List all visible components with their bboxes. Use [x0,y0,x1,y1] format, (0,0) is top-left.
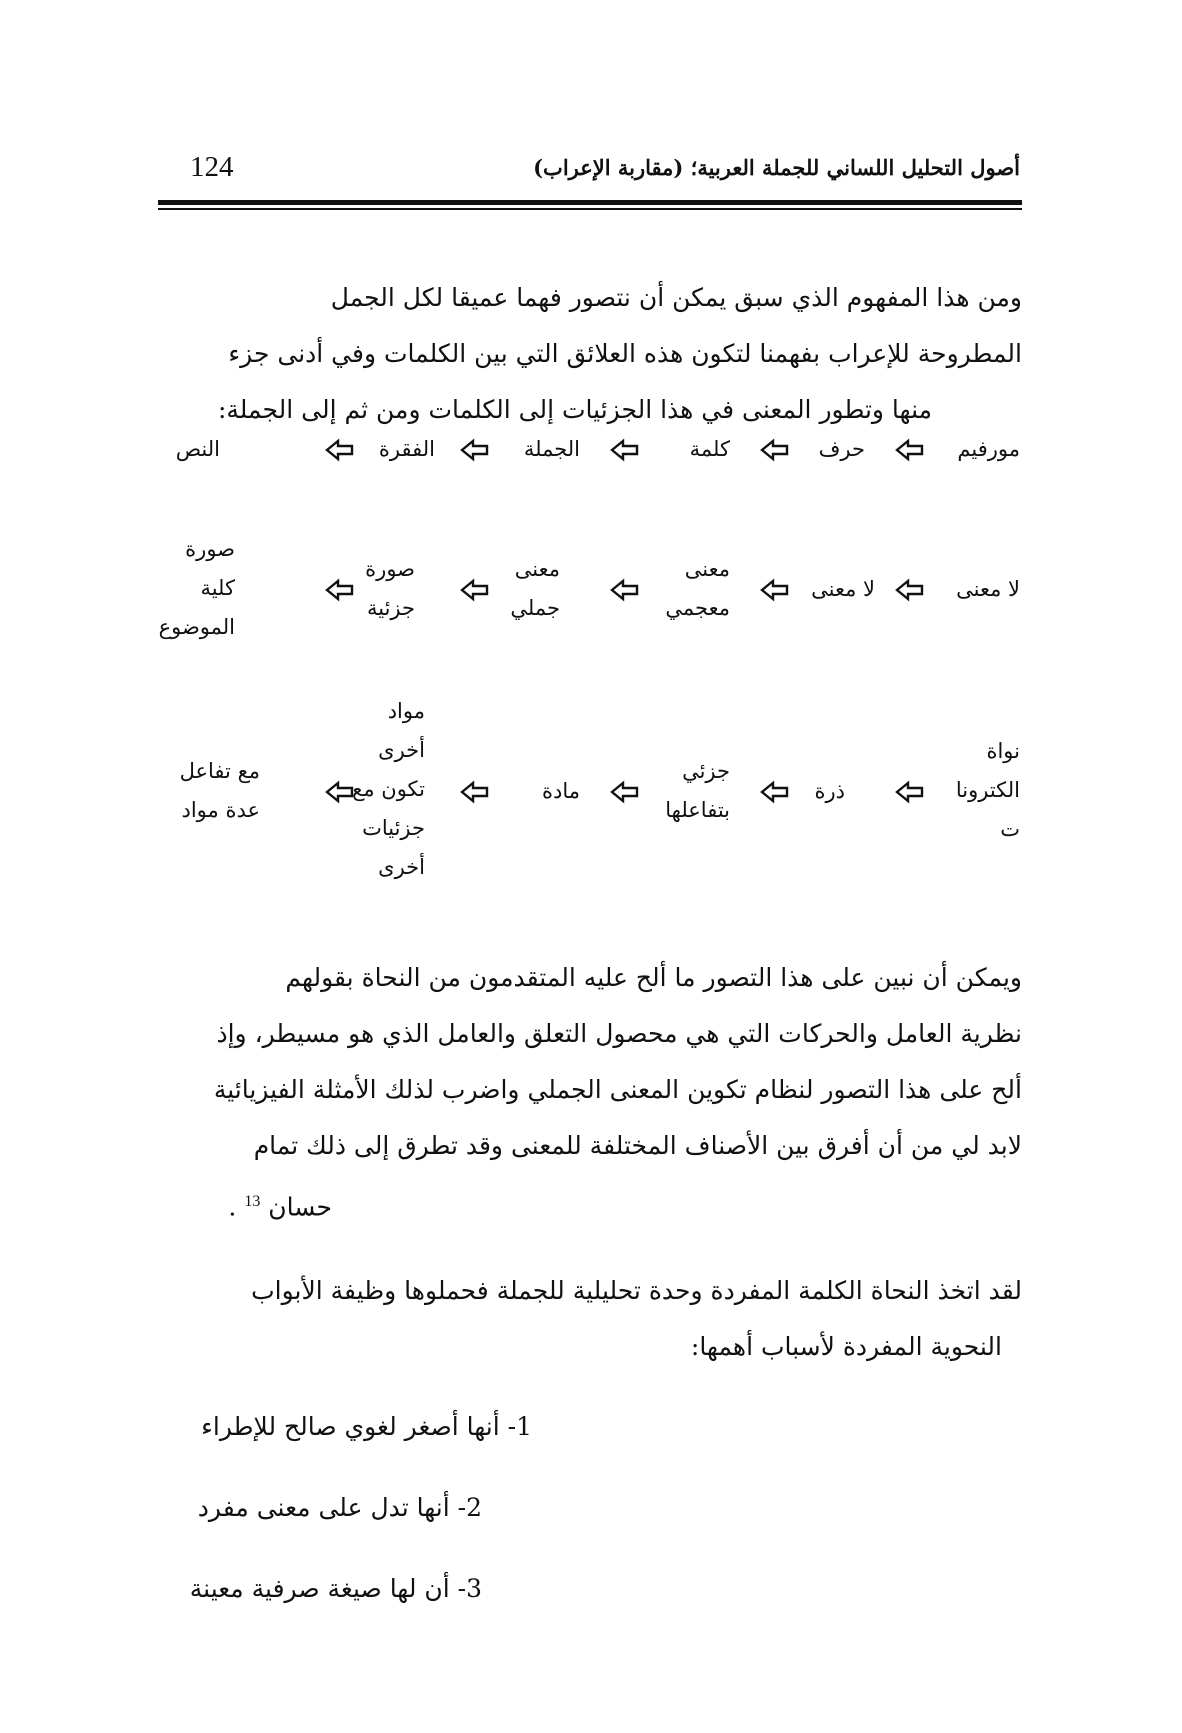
paragraph-line: ومن هذا المفهوم الذي سبق يمكن أن نتصور فهما عميقا لكل الجمل [330,283,1022,312]
diagram-cell: معنى جملي [510,557,560,620]
left-arrow-icon [895,438,925,462]
left-arrow-icon [610,780,640,804]
diagram-cell: لا معنى [811,577,875,601]
paragraph-line: نظرية العامل والحركات التي هي محصول التعلق والعامل الذي هو مسيطر، وإذ [216,1019,1022,1048]
paragraph-line: لابد لي من أن أفرق بين الأصناف المختلفة للمعنى وقد تطرق إلى ذلك تمام [253,1131,1022,1160]
paragraph-line: المطروحة للإعراب بفهمنا لتكون هذه العلائق التي بين الكلمات وفي أدنى جزء [228,339,1022,368]
left-arrow-icon [760,578,790,602]
diagram-cell: صورة جزئية [365,557,415,620]
diagram-cell: معنى معجمي [665,557,730,620]
paragraph-reasons [162,1263,1022,1375]
left-arrow-icon [325,438,355,462]
diagram-cell: لا معنى [956,577,1020,601]
diagram-cell: صورة كلية الموضوع [158,537,235,639]
left-arrow-icon [610,578,640,602]
list-item: 3- أن لها صيغة صرفية معينة [189,1574,482,1603]
paragraph-line: منها وتطور المعنى في هذا الجزئيات إلى الكلمات ومن ثم إلى الجملة: [217,395,932,424]
running-title: أصول التحليل اللساني للجملة العربية؛ (مقاربة الإعراب) [533,155,1020,180]
diagram-cell: مورفيم [957,437,1020,461]
left-arrow-icon [760,780,790,804]
left-arrow-icon [460,438,490,462]
page-number: 124 [190,151,234,183]
left-arrow-icon [325,780,355,804]
diagram-cell: الجملة [523,437,580,461]
left-arrow-icon [460,578,490,602]
diagram-cell: النص [175,437,220,461]
list-item: 1- أنها أصغر لغوي صالح للإطراء [201,1412,532,1441]
diagram-cell: جزئي بتفاعلها [665,759,730,822]
left-arrow-icon [610,438,640,462]
left-arrow-icon [325,578,355,602]
header-rule-thick [158,200,1022,205]
paragraph-line: ويمكن أن نبين على هذا التصور ما ألح عليه المتقدمون من النحاة بقولهم [285,963,1022,992]
page-header [160,151,1020,195]
list-item: 2- أنها تدل على معنى مفرد [197,1493,482,1522]
paragraph-line: ألح على هذا التصور لنظام تكوين المعنى الجملي واضرب لذلك الأمثلة الفيزيائية [213,1075,1022,1104]
left-arrow-icon [760,438,790,462]
paragraph-theory [162,950,1022,1230]
left-arrow-icon [895,578,925,602]
paragraph-line: النحوية المفردة لأسباب أهمها: [690,1332,1002,1361]
paragraph-end-mark: . [228,1192,237,1222]
diagram-cell: مادة [541,779,580,803]
left-arrow-icon [895,780,925,804]
diagram-cell: الفقرة [378,437,435,461]
diagram-cell: نواة الكترونا ت [955,739,1020,841]
paragraph-intro [162,270,1022,438]
diagram-cell: كلمة [689,437,730,461]
footnote-reference: 13 [244,1193,261,1210]
diagram-cell: مع تفاعل عدة مواد [179,759,260,822]
left-arrow-icon [460,780,490,804]
diagram-cell: مواد أخرى تكون مع جزئيات أخرى [352,699,425,879]
header-rule-thin [158,208,1022,210]
paragraph-line: لقد اتخذ النحاة الكلمة المفردة وحدة تحليلية للجملة فحملوها وظيفة الأبواب [251,1276,1022,1305]
diagram-cell: حرف [818,437,865,461]
diagram-cell: ذرة [814,779,845,803]
paragraph-last-word: حسان [268,1192,332,1222]
paragraph-last-line [162,1174,1022,1230]
